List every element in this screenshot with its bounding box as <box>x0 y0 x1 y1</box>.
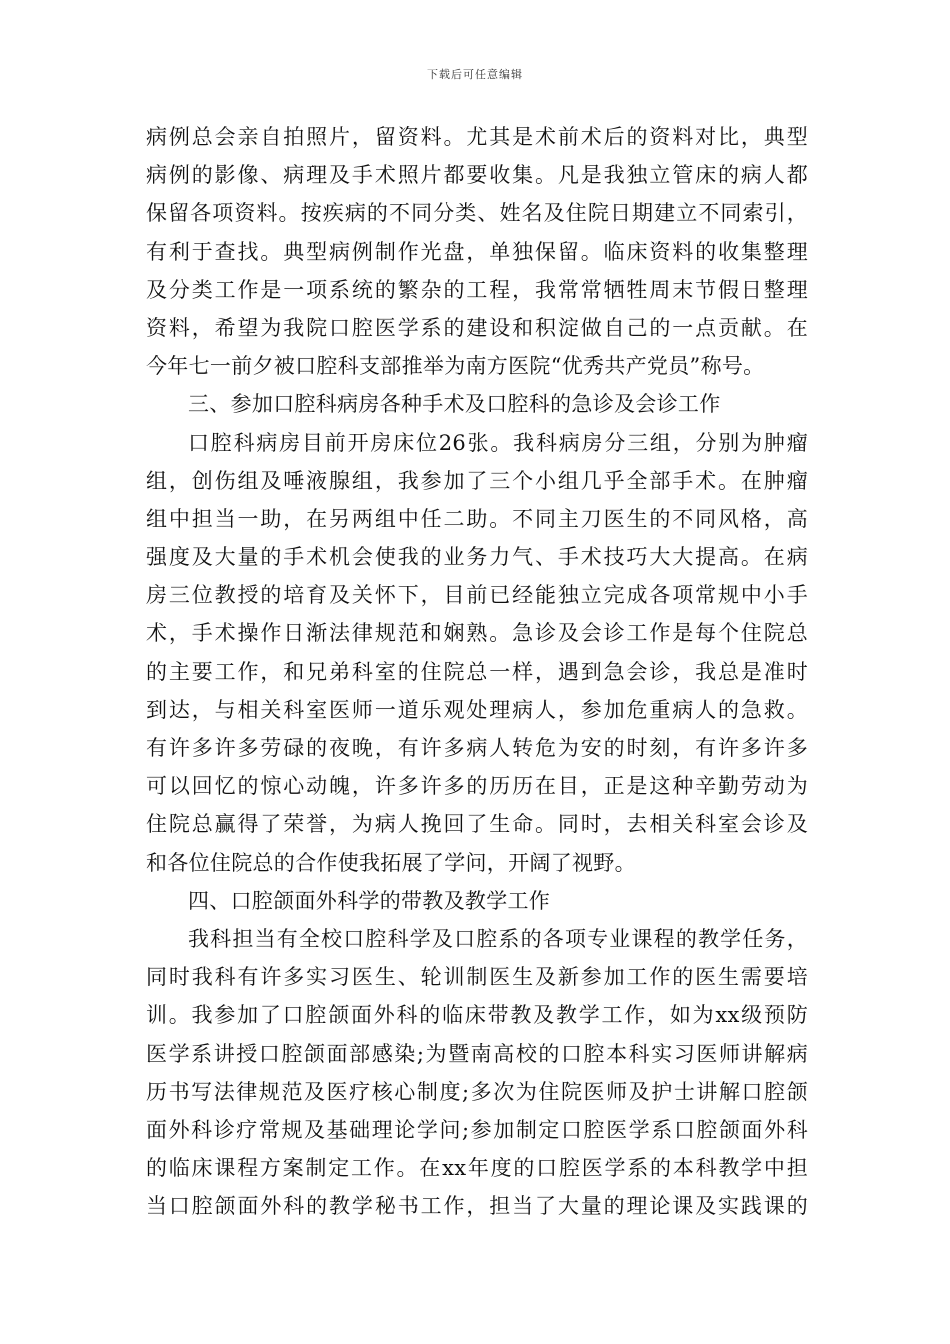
text-line: 房三位教授的培育及关怀下，目前已经能独立完成各项常规中小手 <box>146 583 808 608</box>
text-line: 的主要工作，和兄弟科室的住院总一样，遇到急会诊，我总是准时 <box>146 659 808 684</box>
text-line: 历书写法律规范及医疗核心制度;多次为住院医师及护士讲解口腔颌 <box>146 1079 808 1104</box>
document-body <box>146 118 808 1225</box>
text-line: 训。我参加了口腔颌面外科的临床带教及教学工作，如为xx级预防 <box>146 1003 808 1028</box>
text-line: 口腔科病房目前开房床位26张。我科病房分三组，分别为肿瘤 <box>188 430 808 455</box>
text-line: 的临床课程方案制定工作。在xx年度的口腔医学系的本科教学中担 <box>146 1156 808 1181</box>
section-heading: 四、口腔颌面外科学的带教及教学工作 <box>188 888 551 913</box>
page-header: 下载后可任意编辑 <box>427 68 523 81</box>
text-line: 住院总赢得了荣誉，为病人挽回了生命。同时，去相关科室会诊及 <box>146 812 808 837</box>
text-line: 组，创伤组及唾液腺组，我参加了三个小组几乎全部手术。在肿瘤 <box>146 468 808 493</box>
text-line: 及分类工作是一项系统的繁杂的工程，我常常牺牲周末节假日整理 <box>146 277 808 302</box>
section-heading: 三、参加口腔科病房各种手术及口腔科的急诊及会诊工作 <box>188 392 721 417</box>
text-line: 同时我科有许多实习医生、轮训制医生及新参加工作的医生需要培 <box>146 965 808 990</box>
text-line: 病例的影像、病理及手术照片都要收集。凡是我独立管床的病人都 <box>146 163 808 188</box>
text-line: 保留各项资料。按疾病的不同分类、姓名及住院日期建立不同索引， <box>146 201 808 226</box>
text-line: 面外科诊疗常规及基础理论学问;参加制定口腔医学系口腔颌面外科 <box>146 1117 808 1142</box>
text-line: 病例总会亲自拍照片，留资料。尤其是术前术后的资料对比，典型 <box>146 125 808 149</box>
text-line: 术，手术操作日渐法律规范和娴熟。急诊及会诊工作是每个住院总 <box>146 621 808 646</box>
text-line: 有许多许多劳碌的夜晚，有许多病人转危为安的时刻，有许多许多 <box>146 736 808 760</box>
text-line: 组中担当一助，在另两组中任二助。不同主刀医生的不同风格，高 <box>146 506 808 531</box>
text-line: 今年七一前夕被口腔科支部推举为南方医院“优秀共产党员”称号。 <box>146 354 765 379</box>
text-line: 和各位住院总的合作使我拓展了学问，开阔了视野。 <box>146 850 636 875</box>
text-line: 资料，希望为我院口腔医学系的建设和积淀做自己的一点贡献。在 <box>146 315 808 340</box>
text-line: 我科担当有全校口腔科学及口腔系的各项专业课程的教学任务， <box>188 926 808 951</box>
text-line: 医学系讲授口腔颌面部感染;为暨南高校的口腔本科实习医师讲解病 <box>146 1041 808 1066</box>
text-line: 可以回忆的惊心动魄，许多许多的历历在目，正是这种辛勤劳动为 <box>146 774 808 799</box>
text-line: 强度及大量的手术机会使我的业务力气、手术技巧大大提高。在病 <box>146 545 808 570</box>
text-line: 有利于查找。典型病例制作光盘，单独保留。临床资料的收集整理 <box>146 239 808 264</box>
text-line: 到达，与相关科室医师一道乐观处理病人，参加危重病人的急救。 <box>146 697 808 722</box>
text-line: 当口腔颌面外科的教学秘书工作，担当了大量的理论课及实践课的 <box>146 1194 808 1219</box>
